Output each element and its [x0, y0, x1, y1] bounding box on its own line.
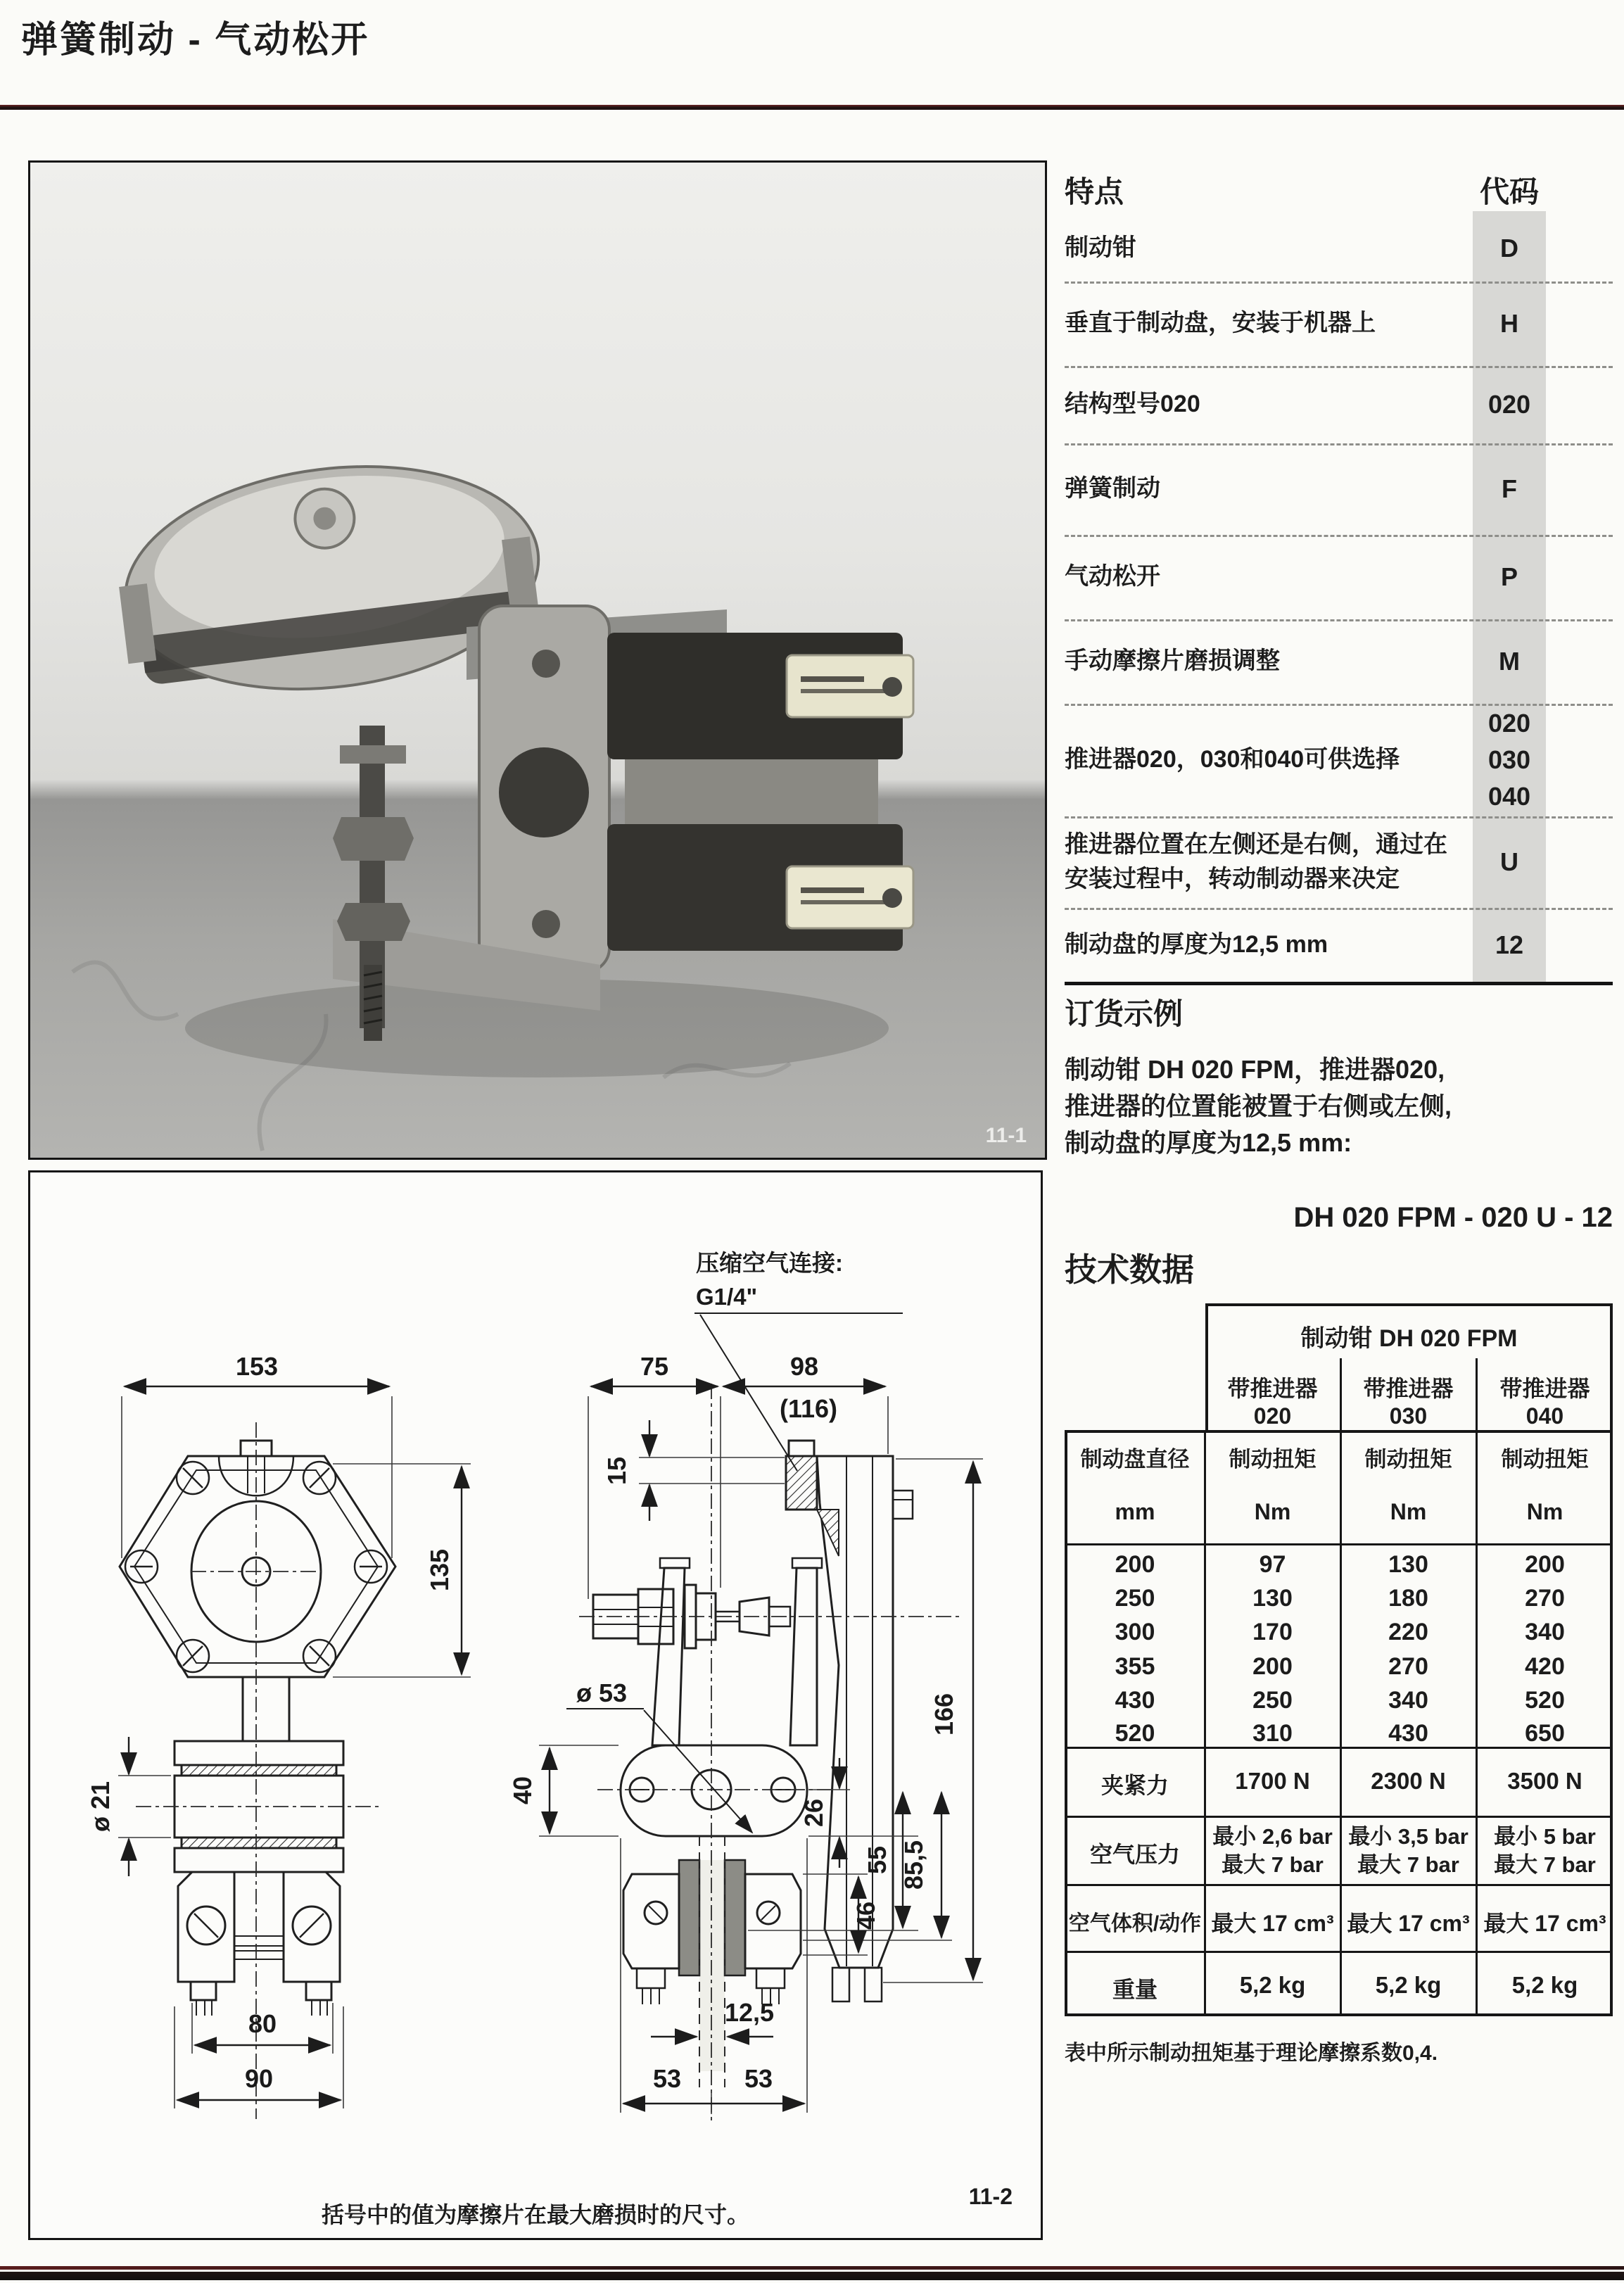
- ordering-line: 推进器的位置能被置于右侧或左侧,: [1065, 1092, 1452, 1120]
- arm-plate-a: [652, 1568, 685, 1745]
- dim-26: 26: [799, 1798, 828, 1828]
- friction-pad-right: [725, 1860, 745, 1975]
- dim-90: 90: [244, 2064, 274, 2093]
- drawing-note: 括号中的值为摩擦片在最大磨损时的尺寸。: [321, 2202, 749, 2227]
- ordering-line: 制动盘的厚度为12,5 mm:: [1065, 1128, 1352, 1157]
- dim-116: (116): [779, 1394, 838, 1423]
- code-heading: 代码: [1479, 175, 1539, 208]
- dim-55: 55: [863, 1845, 892, 1875]
- dim-46: 46: [851, 1901, 880, 1930]
- table-footnote: 表中所示制动扭矩基于理论摩擦系数0,4.: [1065, 2042, 1438, 2065]
- arm-plate-b: [790, 1568, 817, 1745]
- ordering-heading: 订货示例: [1065, 997, 1184, 1030]
- tech-table: 制动钳 DH 020 FPM 带推进器 020 带推进器 030 带推进器 040 制动盘直径 mm 制动扭矩 Nm 制动扭矩 Nm 制动扭矩 Nm 200 97 130 200 250 130 180 270 300 170 220 340 355 200 270 420 430 250 340 520 520 310 430 650 夹紧力 1700 N 2300 N 3500 N 空气压力 最小 2,6 bar 最大 7 bar 最小 3,5 bar 最大 7 bar 最小 5 bar 最大 7 bar 空气体积/动作 最大 17 cm³ 最大 17 cm³ 最大 17 cm³ 重量 5,2 kg 5,2 kg 5,2 kg: [1065, 1303, 1613, 2016]
- air-fitting: [786, 1456, 817, 1510]
- dim-135: 135: [425, 1548, 454, 1592]
- pivot-block: [621, 1745, 807, 1836]
- feature-row: 制动钳 D: [1065, 215, 1613, 284]
- top-rule: [0, 105, 1624, 110]
- extension-lines: [118, 1396, 983, 2114]
- ordering-line: 制动钳 DH 020 FPM，推进器020,: [1065, 1055, 1445, 1084]
- dim-12-5: 12,5: [724, 1998, 775, 2027]
- page-title: 弹簧制动 - 气动松开: [21, 20, 370, 61]
- ordering-example: [1065, 991, 1613, 1234]
- dim-80: 80: [248, 2009, 277, 2038]
- feature-row: 制动盘的厚度为12,5 mm 12: [1065, 908, 1613, 985]
- feature-row: 垂直于制动盘，安装于机器上 H: [1065, 282, 1613, 368]
- bottom-rule-thick: [0, 2272, 1624, 2280]
- feature-row: 结构型号020 020: [1065, 366, 1613, 445]
- tech-heading: 技术数据: [1065, 1251, 1194, 1288]
- air-connection-label: 压缩空气连接:: [696, 1250, 843, 1276]
- feature-row: 推进器位置在左侧还是右侧，通过在安装过程中，转动制动器来决定 U: [1065, 816, 1613, 910]
- dim-53-right: 53: [744, 2064, 773, 2093]
- product-photo: [28, 160, 1047, 1160]
- dim-153: 153: [235, 1352, 279, 1381]
- dim-98: 98: [789, 1352, 819, 1381]
- dim-53-left: 53: [652, 2064, 682, 2093]
- ordering-code: DH 020 FPM - 020 U - 12: [1293, 1202, 1613, 1233]
- drawing-figure-label: 11-2: [968, 2184, 1013, 2209]
- dim-21: ø 21: [86, 1781, 115, 1833]
- dim-85-5: 85,5: [899, 1840, 928, 1890]
- dim-40: 40: [508, 1776, 537, 1805]
- feature-row: 弹簧制动 F: [1065, 443, 1613, 537]
- features-heading: 特点: [1065, 175, 1124, 208]
- pad-stack: [607, 633, 913, 951]
- caliper-bracket: [479, 606, 609, 972]
- bottom-rule-thin: [0, 2266, 1624, 2270]
- features-list: [1065, 169, 1613, 985]
- feature-row: 手动摩擦片磨损调整 M: [1065, 619, 1613, 706]
- dim-166: 166: [930, 1693, 958, 1736]
- photo-figure-label: 11-1: [985, 1124, 1027, 1147]
- dim-53-dia: ø 53: [576, 1678, 628, 1707]
- feature-row: 推进器020，030和040可供选择 020 030 040: [1065, 704, 1613, 818]
- dim-75: 75: [640, 1352, 669, 1381]
- air-connection-size: G1/4": [696, 1284, 758, 1310]
- friction-pad-left: [679, 1860, 699, 1975]
- feature-row: 气动松开 P: [1065, 535, 1613, 621]
- dimension-drawing: [30, 1172, 1041, 2238]
- technical-drawing-box: [28, 1170, 1043, 2240]
- brake-caliper-photo-art: [30, 163, 1045, 1158]
- dim-15: 15: [602, 1456, 631, 1486]
- table-title: 制动钳 DH 020 FPM: [1300, 1325, 1518, 1352]
